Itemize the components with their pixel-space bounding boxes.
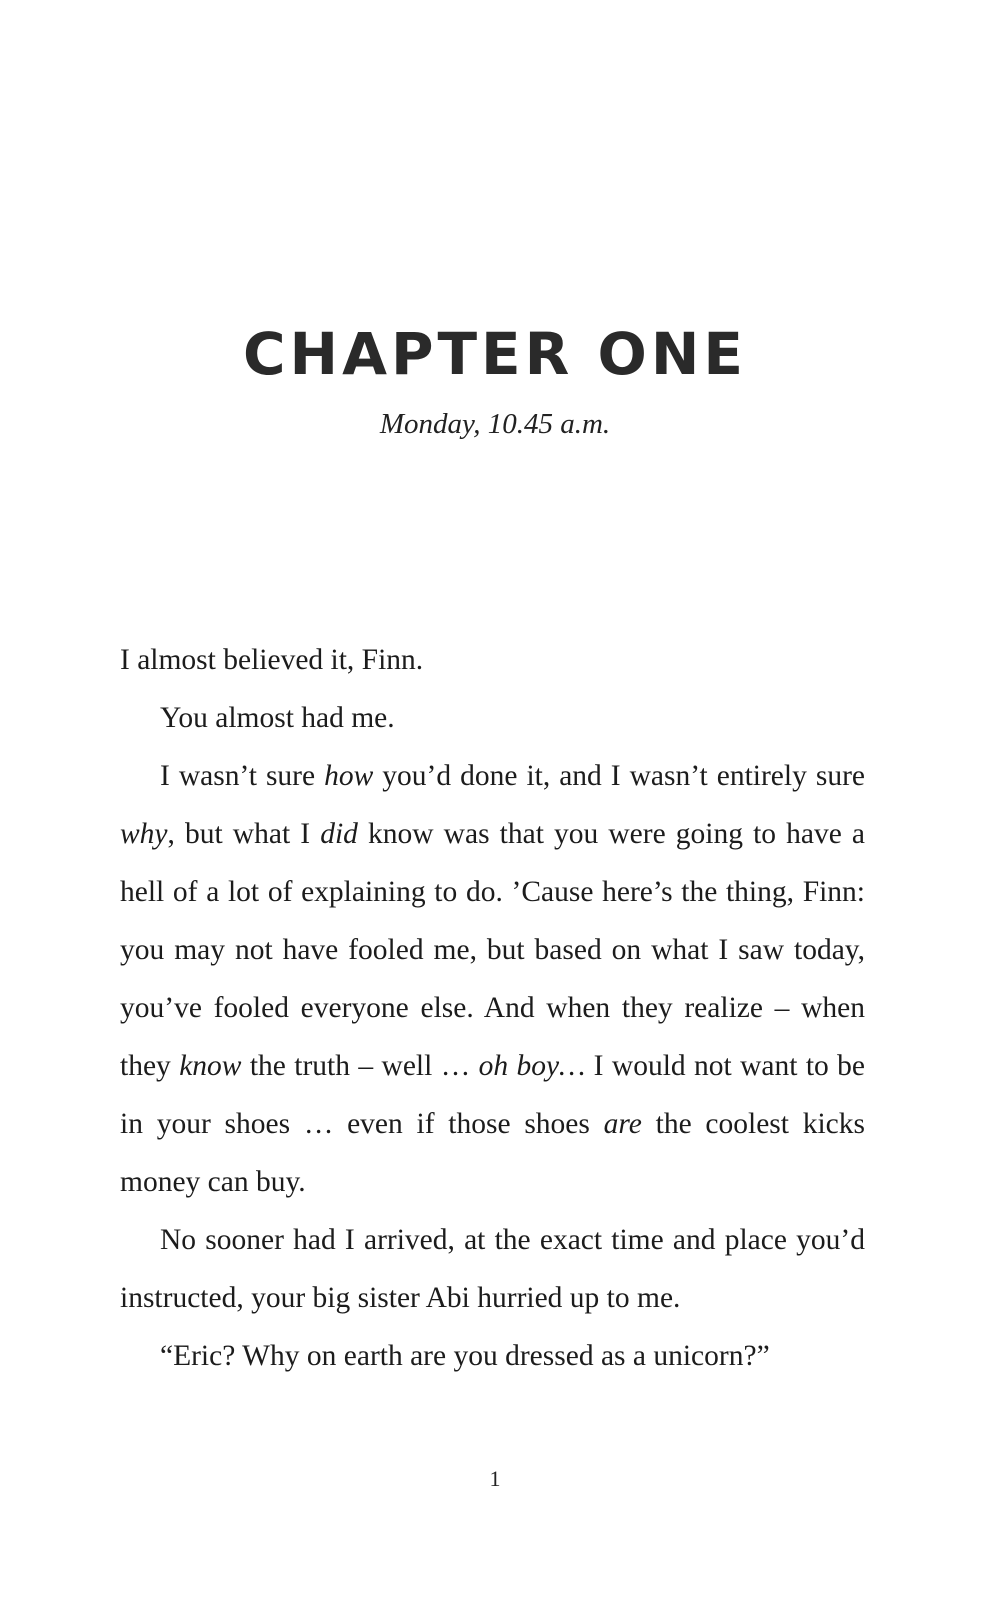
- paragraph: I almost believed it, Finn.: [120, 644, 424, 676]
- text-segment: I would not want to be in your shoes … even if those shoes: [120, 1050, 866, 1140]
- page-number: 1: [489, 1466, 501, 1491]
- text-segment: the coolest kicks money can buy.: [120, 1108, 866, 1198]
- paragraph: No sooner had I arrived, at the exact time and place you’d instructed, your big sister Abi hurried up to me.: [120, 1224, 865, 1314]
- chapter-title: CHAPTER ONE: [242, 320, 747, 388]
- chapter-timestamp: Monday, 10.45 a.m.: [379, 408, 611, 440]
- emphasis-text: know: [179, 1050, 242, 1082]
- text-segment: , but what I: [167, 818, 321, 850]
- text-segment: you’d done it, and I wasn’t entirely sure: [373, 760, 865, 792]
- paragraph: “Eric? Why on earth are you dressed as a unicorn?”: [160, 1340, 770, 1372]
- text-segment: the truth – well …: [241, 1050, 479, 1082]
- text-segment: I wasn’t sure: [160, 760, 325, 792]
- emphasis-text: how: [324, 760, 374, 792]
- emphasis-text: are: [603, 1108, 642, 1140]
- emphasis-text: oh boy…: [478, 1050, 586, 1082]
- paragraph: [120, 747, 865, 1211]
- emphasis-text: did: [320, 818, 358, 850]
- emphasis-text: why: [120, 818, 168, 850]
- text-segment: know was that you were going to have a hell of a lot of explaining to do. ’Cause here’s the thing, Finn: you may not have fooled me, but based on what I saw today, you’ve fooled everyone else. And when they realize – when they: [120, 818, 866, 1082]
- paragraph: You almost had me.: [160, 702, 395, 734]
- chapter-body: [120, 631, 865, 1385]
